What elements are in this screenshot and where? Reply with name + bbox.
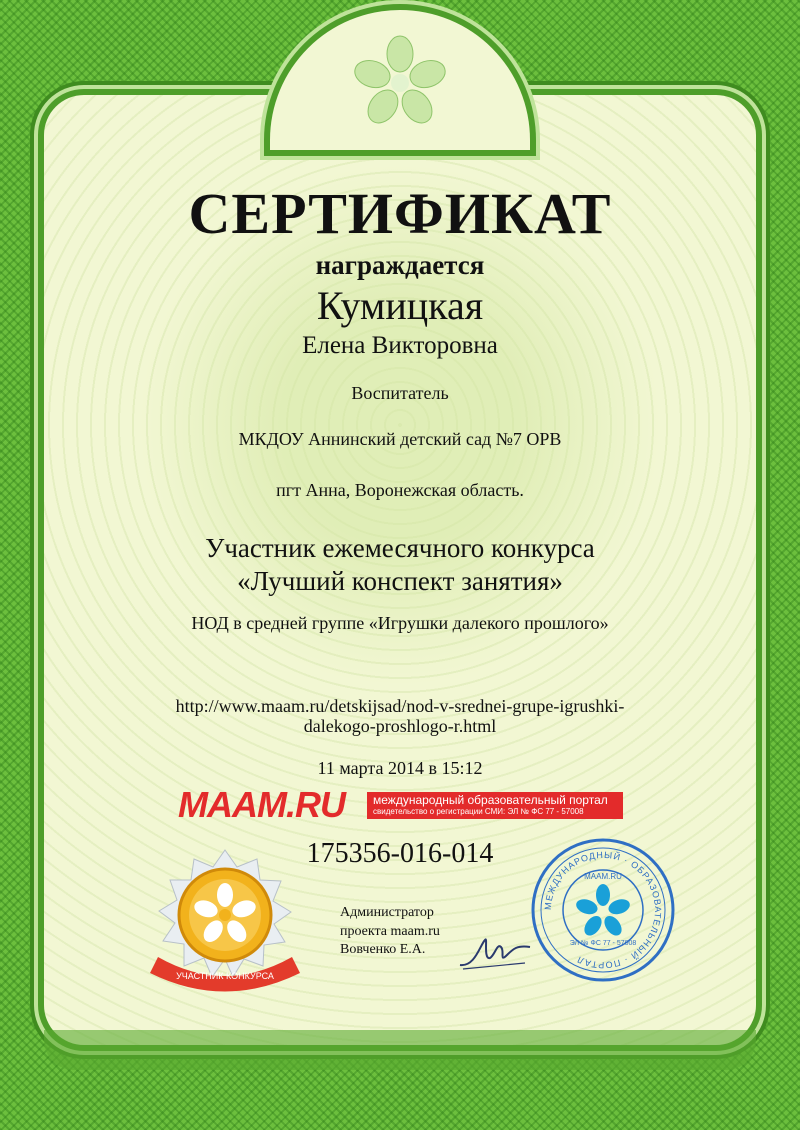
stamp-registration-text: ЭЛ № ФС 77 - 57008	[569, 940, 637, 947]
work-url-line-1: http://www.maam.ru/detskijsad/nod-v-srednei-grupe-igrushki-	[175, 696, 625, 716]
contest-name: «Лучший конспект занятия»	[237, 566, 563, 596]
portal-description: международный образовательный портал	[373, 793, 608, 807]
work-url-line-2: dalekogo-proshlogo-r.html	[303, 716, 497, 736]
recipient-position: Воспитатель	[351, 383, 449, 403]
stamp-inner-text: MAAM.RU	[584, 872, 622, 881]
award-description: Участник ежемесячного конкурса	[205, 533, 595, 563]
recipient-name: Елена Викторовна	[302, 332, 498, 359]
recipient-organization: МКДОУ Аннинский детский сад №7 ОРВ	[238, 429, 562, 449]
bottom-ornament	[44, 1030, 756, 1070]
admin-name: Вовченко Е.А.	[340, 942, 426, 957]
work-topic: НОД в средней группе «Игрушки далекого прошлого»	[191, 613, 609, 633]
stamp-outer-text: МЕЖДУНАРОДНЫЙ · ОБРАЗОВАТЕЛЬНЫЙ · ПОРТАЛ	[542, 849, 664, 971]
portal-banner	[367, 792, 623, 819]
certificate-title: СЕРТИФИКАТ	[188, 181, 612, 246]
certificate-subtitle: награждается	[315, 250, 485, 280]
flower-icon	[350, 28, 450, 128]
recipient-location: пгт Анна, Воронежская область.	[276, 480, 524, 500]
certificate-date: 11 марта 2014 в 15:12	[317, 758, 483, 778]
signature-icon	[455, 925, 535, 975]
admin-project: проекта maam.ru	[340, 924, 440, 939]
medal-label: УЧАСТНИК КОНКУРСА	[176, 971, 274, 981]
certificate-number: 175356-016-014	[306, 838, 494, 869]
admin-title: Администратор	[340, 905, 434, 920]
round-stamp-icon	[528, 835, 678, 985]
svg-text:МЕЖДУНАРОДНЫЙ · ОБРАЗОВАТЕЛЬНЫ	[543, 850, 663, 970]
gold-medal-icon	[140, 845, 310, 995]
maam-logo: MAAM.RU	[178, 784, 345, 825]
registration-info: свидетельство о регистрации СМИ: ЭЛ № ФС 77 - 57008	[373, 807, 584, 816]
recipient-surname: Кумицкая	[316, 283, 484, 328]
